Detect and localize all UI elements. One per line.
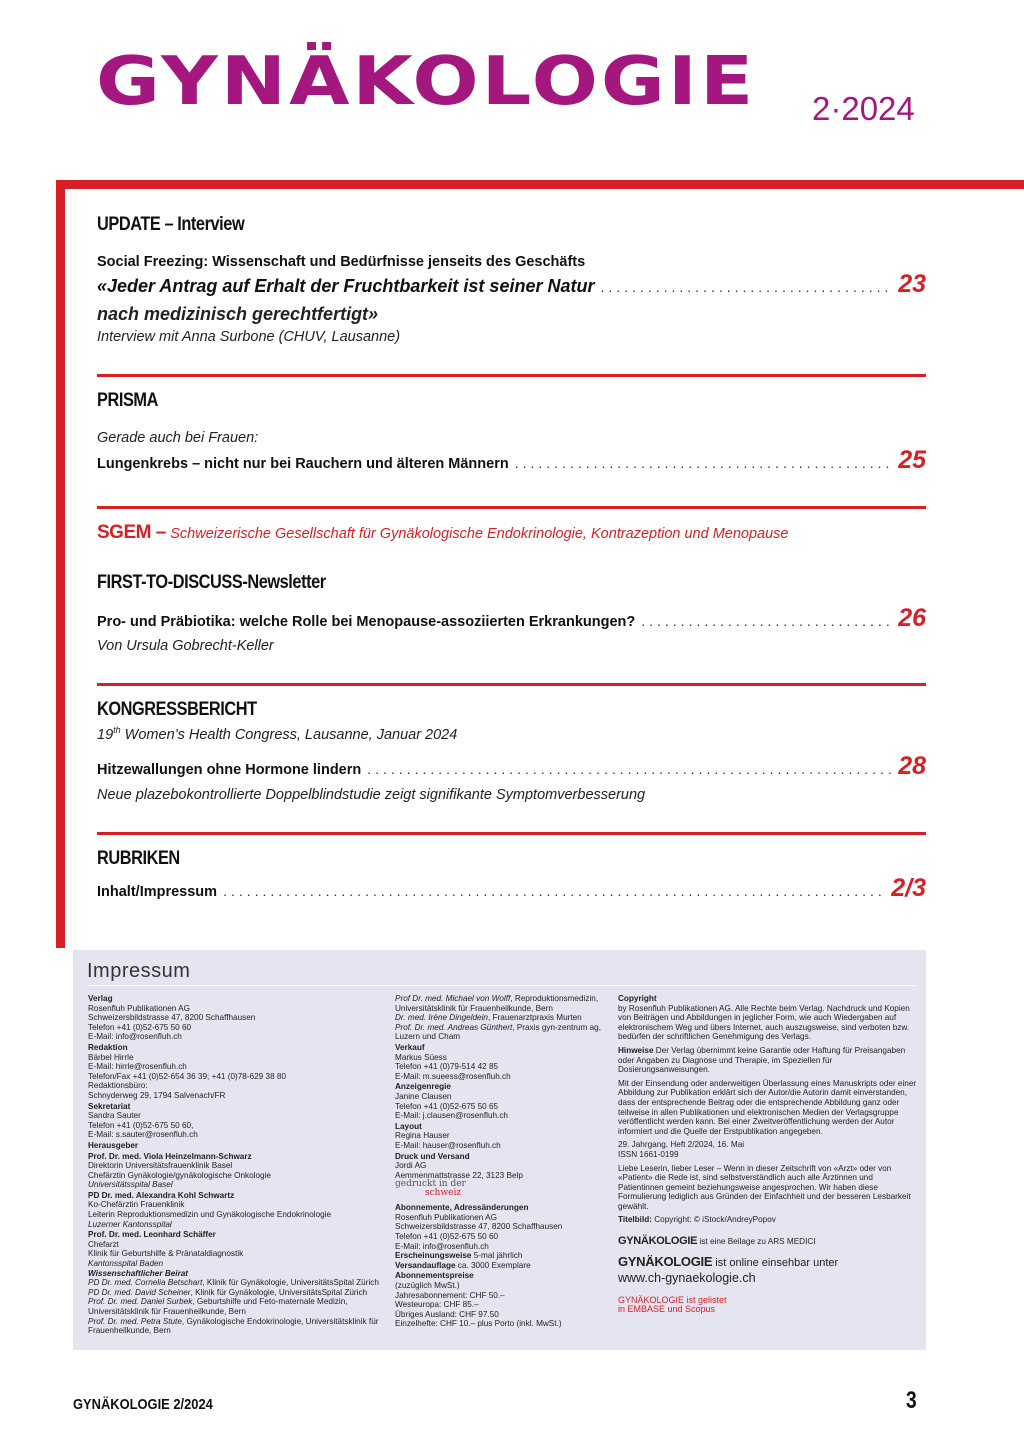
impressum-line: Bärbel Hirrle xyxy=(88,1052,134,1062)
beilage-brand: GYNÄKOLOGIE xyxy=(618,1235,698,1248)
update-subtitle: Social Freezing: Wissenschaft und Bedürfnisse jenseits des Geschäfts xyxy=(97,254,586,270)
update-title-line1: «Jeder Antrag auf Erhalt der Fruchtbarkeit ist seiner Natur xyxy=(97,276,595,296)
impressum-line: Druck und Versand xyxy=(395,1151,470,1161)
impressum-line: Redaktionsbüro: xyxy=(88,1081,148,1091)
prisma-title: Lungenkrebs – nicht nur bei Rauchern und älteren Männern xyxy=(97,456,509,472)
titelbild-heading: Titelbild: xyxy=(618,1215,652,1225)
toc-entry-update[interactable] xyxy=(97,270,926,299)
ftd-byline: Von Ursula Gobrecht-Keller xyxy=(97,638,274,654)
update-heading: UPDATE – Interview xyxy=(97,214,245,235)
online-url[interactable]: www.ch-gynaekologie.ch xyxy=(618,1270,756,1285)
impressum-line: Telefon +41 (0)52-675 50 60 xyxy=(395,1232,499,1242)
impressum-line: Prof. Dr. med. Leonhard Schäffer xyxy=(88,1230,216,1240)
impressum-line: Redaktion xyxy=(88,1042,128,1052)
online-text: ist online einsehbar unter xyxy=(712,1256,839,1269)
impressum-line: Prof. Dr. med. Petra Stute, Gynäkologische Endokrinologie, Universitätsklinik für xyxy=(88,1316,379,1326)
impressum-line: Rosenfluh Publikationen AG xyxy=(395,1212,497,1222)
impressum-line: Schweizersbildstrasse 47, 8200 Schaffhausen xyxy=(395,1222,563,1232)
masthead-title: GYNÄKOLOGIE xyxy=(96,42,757,121)
footer-title: GYNÄKOLOGIE 2/2024 xyxy=(73,1396,213,1413)
impressum-line: Abonnemente, Adressänderungen xyxy=(395,1203,529,1213)
impressum-line: Chefärztin Gynäkologie/gynäkologische Onkologie xyxy=(88,1170,271,1180)
impressum-line: PD Dr. med. Alexandra Kohl Schwartz xyxy=(88,1190,235,1200)
rubriken-heading: RUBRIKEN xyxy=(97,848,180,869)
kongress-heading: KONGRESSBERICHT xyxy=(97,699,257,720)
ftd-title: Pro- und Präbiotika: welche Rolle bei Menopause-assoziierten Erkrankungen? xyxy=(97,614,636,630)
kongress-subtitle: Neue plazebokontrollierte Doppelblindstudie zeigt signifikante Symptomverbesserung xyxy=(97,787,646,803)
copyright-heading: Copyright xyxy=(618,994,657,1003)
toc-entry-prisma[interactable] xyxy=(97,446,926,475)
impressum-line: Schnyderweg 29, 1794 Salvenach/FR xyxy=(88,1090,226,1100)
red-top-bar xyxy=(56,180,1024,189)
toc-entry-ftd[interactable] xyxy=(97,604,926,633)
impressum-line: Telefon +41 (0)52-675 50 65 xyxy=(395,1101,499,1111)
impressum-line: E-Mail: info@rosenfluh.ch xyxy=(395,1241,489,1251)
update-title-line2: nach medizinisch gerechtfertigt» xyxy=(97,304,379,324)
online-line xyxy=(618,1255,918,1270)
ftd-page-number[interactable]: 26 xyxy=(898,604,926,632)
update-page-number[interactable]: 23 xyxy=(898,270,926,298)
impressum-line: E-Mail: info@rosenfluh.ch xyxy=(88,1032,182,1042)
gelistet-line2: in EMBASE und Scopus xyxy=(618,1304,716,1315)
titelbild-line xyxy=(618,1215,918,1225)
section-divider xyxy=(97,506,926,509)
impressum-line: E-Mail: s.sauter@rosenfluh.ch xyxy=(88,1130,198,1140)
leader-dots xyxy=(223,883,885,899)
impressum-line: Versandauflage ca. 3000 Exemplare xyxy=(395,1260,531,1270)
impressum-line: Sekretariat xyxy=(88,1101,131,1111)
prisma-heading: PRISMA xyxy=(97,390,158,411)
beilage-line xyxy=(618,1237,918,1247)
impressum-line: Layout xyxy=(395,1121,422,1131)
leader-dots xyxy=(367,761,892,777)
hinweise-text: Der Verlag übernimmt keine Garantie oder Haftung für Preisangaben oder Angaben zu Diagnose und Therapie, im Speziellen für Dosierungsanweisungen. xyxy=(618,1045,906,1075)
einsendung-text: Mit der Einsendung oder anderweitigen Überlassung eines Manuskripts oder einer Abbildung zur Publikation erklärt sich der Autor/die Autorin damit einverstanden, dass der entsprechende Beitrag oder die entsprechende Abbildung ganz oder teilweise in allen Publikationen und elektronischen Medien der Verlagsgruppe veröffentlicht werden kann. Bei einer Zweitveröffentlichung werden der Autor informiert und die Quelle der Erstpublikation angegeben. xyxy=(618,1078,917,1136)
impressum-line: Luzerner Kantonsspital xyxy=(88,1219,172,1229)
impressum-line: E-Mail: j.clausen@rosenfluh.ch xyxy=(395,1111,508,1121)
impressum-line: Universitätsklinik für Frauenheilkunde, Bern xyxy=(395,1003,553,1013)
impressum-line: Verlag xyxy=(88,994,113,1003)
impressum-line: Direktorin Universitätsfrauenklinik Basel xyxy=(88,1161,233,1171)
impressum-line: Verkauf xyxy=(395,1042,425,1052)
section-divider xyxy=(97,374,926,377)
impressum-line: Regina Hauser xyxy=(395,1131,450,1141)
kongress-event-suffix: th xyxy=(113,725,121,735)
logo-text-line1: gedruckt in der xyxy=(395,1179,466,1190)
hinweise-heading: Hinweise xyxy=(618,1045,654,1055)
copyright-text: by Rosenfluh Publikationen AG. Alle Rechte beim Verlag. Nachdruck und Kopien von Beiträgen und Abbildungen in jeglicher Form, wie auch Wiedergaben auf elektronischem Weg und übers Internet, auch auszugsweise, sind verboten bzw. bedürfen der schriftlichen Genehmigung des Verlags. xyxy=(618,1003,910,1042)
impressum-line: Telefon +41 (0)79-514 42 85 xyxy=(395,1062,499,1072)
kongress-event-text: Women’s Health Congress, Lausanne, Januar 2024 xyxy=(120,726,458,743)
impressum-line: Prof. Dr. med. Andreas Günthert, Praxis gyn-zentrum ag, xyxy=(395,1022,601,1032)
spacer xyxy=(395,1198,610,1202)
logo-text-line2: schweiz xyxy=(425,1188,462,1199)
impressum-line: Abonnementspreise xyxy=(395,1271,474,1281)
impressum-line: (zuzüglich MwSt.) xyxy=(395,1281,460,1291)
impressum-line: Universitätsspital Basel xyxy=(88,1180,173,1190)
impressum-line: Jahresabonnement: CHF 50.– xyxy=(395,1290,505,1300)
issn: ISSN 1661-0199 xyxy=(618,1149,679,1159)
impressum-line: Schweizersbildstrasse 47, 8200 Schaffhausen xyxy=(88,1013,256,1023)
red-left-bar xyxy=(56,180,65,948)
kongress-event xyxy=(97,725,457,743)
footer-page-number: 3 xyxy=(906,1387,917,1414)
impressum-line: Aemmenmattstrasse 22, 3123 Belp xyxy=(395,1170,523,1180)
impressum-line: Erscheinungsweise 5-mal jährlich xyxy=(395,1251,523,1261)
impressum-line: Frauenheilkunde, Bern xyxy=(88,1326,171,1336)
impressum-line: E-Mail: hauser@rosenfluh.ch xyxy=(395,1140,501,1150)
prisma-kicker: Gerade auch bei Frauen: xyxy=(97,430,259,446)
impressum-line: Westeuropa: CHF 85.– xyxy=(395,1300,479,1310)
impressum-line: Einzelhefte: CHF 10.– plus Porto (inkl. MwSt.) xyxy=(395,1319,562,1329)
jahrgang: 29. Jahrgang, Heft 2/2024, 16. Mai xyxy=(618,1140,745,1150)
impressum-line: PD Dr. med. David Scheiner, Klinik für Gynäkologie, UniversitätsSpital Zürich xyxy=(88,1287,368,1297)
impressum-line: Telefon/Fax +41 (0)52-654 36 39; +41 (0)78-629 38 80 xyxy=(88,1071,287,1081)
sgem-name: Schweizerische Gesellschaft für Gynäkologische Endokrinologie, Kontrazeption und Menopause xyxy=(170,526,789,542)
beilage-text: ist eine Beilage zu ARS MEDICI xyxy=(697,1237,816,1247)
impressum-line: Janine Clausen xyxy=(395,1091,452,1101)
ftd-heading: FIRST-TO-DISCUSS-Newsletter xyxy=(97,572,326,593)
impressum-line: Klinik für Geburtshilfe & Pränataldiagnostik xyxy=(88,1249,244,1259)
toc-entry-kongress[interactable] xyxy=(97,752,926,781)
impressum-line: Dr. med. Irène Dingeldein, Frauenarztpraxis Murten xyxy=(395,1013,582,1023)
impressum-line: Leiterin Reproduktionsmedizin und Gynäkologische Endokrinologie xyxy=(88,1210,332,1220)
impressum-line: E-Mail: m.sueess@rosenfluh.ch xyxy=(395,1071,511,1081)
impressum-line: Wissenschaftlicher Beirat xyxy=(88,1268,189,1278)
gelistet-line1: GYNÄKOLOGIE ist gelistet xyxy=(618,1294,727,1305)
kongress-event-number: 19 xyxy=(97,726,114,743)
online-brand: GYNÄKOLOGIE xyxy=(618,1253,713,1269)
printed-in-switzerland-logo xyxy=(395,1180,610,1198)
impressum-column-3 xyxy=(618,994,918,1315)
rubriken-page-number[interactable]: 2/3 xyxy=(891,874,926,902)
impressum-line: Prof. Dr. med. Viola Heinzelmann-Schwarz xyxy=(88,1151,252,1161)
leader-dots xyxy=(600,279,892,295)
rubriken-title: Inhalt/Impressum xyxy=(97,884,218,900)
prisma-page-number[interactable]: 25 xyxy=(898,446,926,474)
impressum-line: Übriges Ausland: CHF 97.50 xyxy=(395,1309,499,1319)
kongress-page-number[interactable]: 28 xyxy=(898,752,926,780)
impressum-line: Anzeigenregie xyxy=(395,1082,451,1092)
impressum-line: E-Mail: hirrle@rosenfluh.ch xyxy=(88,1062,187,1072)
section-divider xyxy=(97,683,926,686)
impressum-line: Rosenfluh Publikationen AG xyxy=(88,1003,190,1013)
impressum-line: PD Dr. med. Cornelia Betschart, Klinik für Gynäkologie, UniversitätsSpital Zürich xyxy=(88,1278,379,1288)
impressum-line: Kantonsspital Baden xyxy=(88,1259,164,1269)
impressum-line: Sandra Sauter xyxy=(88,1111,141,1121)
impressum-line: Luzern und Cham xyxy=(395,1032,461,1042)
titelbild-text: Copyright: © iStock/AndreyPopov xyxy=(654,1215,776,1225)
sgem-line xyxy=(97,522,788,544)
impressum-line: Universitätsklinik für Frauenheilkunde, Bern xyxy=(88,1307,246,1316)
impressum-line: Telefon +41 (0)52-675 50 60 xyxy=(88,1022,192,1032)
hinweise-block xyxy=(618,1046,918,1075)
impressum-line: Herausgeber xyxy=(88,1140,139,1150)
impressum-divider xyxy=(87,985,915,986)
impressum-line: Chefarzt xyxy=(88,1239,119,1249)
toc-entry-rubriken[interactable] xyxy=(97,874,926,903)
leader-dots xyxy=(641,613,892,629)
impressum-line: Ko-Chefärztin Frauenklinik xyxy=(88,1200,185,1210)
sgem-abbr: SGEM – xyxy=(97,522,166,543)
impressum-line: Telefon +41 (0)52-675 50 60, xyxy=(88,1120,194,1130)
impressum-line: Prof Dr. med. Michael von Wolff, Reproduktionsmedizin, xyxy=(395,994,599,1003)
update-byline: Interview mit Anna Surbone (CHUV, Lausanne) xyxy=(97,329,401,345)
impressum-title: Impressum xyxy=(87,960,191,982)
masthead-issue: 2·2024 xyxy=(812,90,915,127)
impressum-line: Prof. Dr. med. Daniel Surbek, Geburtshilfe und Feto-maternale Medizin, xyxy=(88,1297,348,1307)
impressum-column-2 xyxy=(395,994,610,1329)
impressum-column-1 xyxy=(88,994,388,1336)
section-divider xyxy=(97,832,926,835)
leser-text: Liebe Leserin, lieber Leser – Wenn in dieser Zeitschrift von «Arzt» oder von «Patient» die Rede ist, sind selbstverständlich auch alle Ärztinnen und Patientinnen gemeint beziehungsweise angesprochen. Wir haben diese Formulierung lediglich aus Gründen der Einfachheit und der besseren Lesbarkeit gewählt. xyxy=(618,1163,911,1211)
impressum-line: Markus Süess xyxy=(395,1052,447,1062)
leader-dots xyxy=(515,455,892,471)
impressum-line: Jordi AG xyxy=(395,1161,427,1171)
kongress-title: Hitzewallungen ohne Hormone lindern xyxy=(97,762,362,778)
